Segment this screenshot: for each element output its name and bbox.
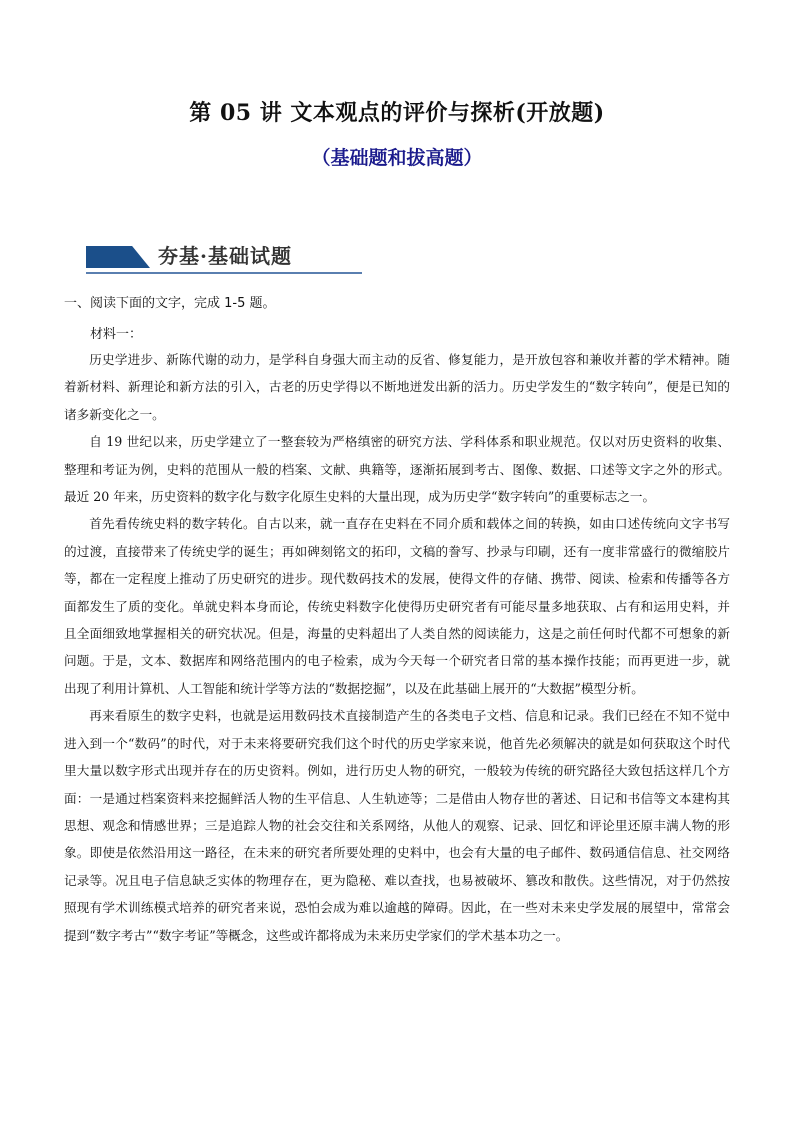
lesson-subtitle: （基础题和拔高题） <box>311 147 483 169</box>
lesson-title: 第 05 讲 文本观点的评价与探析(开放题) <box>189 100 605 126</box>
question-prompt: 一、阅读下面的文字，完成 1-5 题。 <box>64 296 276 311</box>
material-label: 材料一： <box>90 327 143 342</box>
banner-accent-shape <box>86 246 150 268</box>
material-body <box>64 346 730 949</box>
paragraph: 再来看原生的数字史料，也就是运用数码技术直接制造产生的各类电子文档、信息和记录。我们已经在不知不觉中进入到一个“数码”的时代，对于未来将要研究我们这个时代的历史学家来说，他首先必须解决的就是如何获取这个时代里大量以数字形式出现并存在的历史资料。例如，进行历史人物的研究，一般较为传统的研究路径大致包括这样几个方面：一是通过档案资料来挖掘鲜活人物的生平信息、人生轨迹等；二是借由人物存世的著述、日记和书信等文本建构其思想、观念和情感世界；三是追踪人物的社会交往和关系网络，从他人的观察、记录、回忆和评论里还原丰满人物的形象。即使是依然沿用这一路径，在未来的研究者所要处理的史料中，也会有大量的电子邮件、数码通信信息、社交网络记录等。况且电子信息缺乏实体的物理存在，更为隐秘、难以查找，也易被破坏、篡改和散佚。这些情况，对于仍然按照现有学术训练模式培养的研究者来说，恐怕会成为难以逾越的障碍。因此，在一些对未来史学发展的展望中，常常会提到“数字考古”“数字考证”等概念，这些或许都将成为未来历史学家们的学术基本功之一。 <box>64 708 730 943</box>
paragraph: 首先看传统史料的数字转化。自古以来，就一直存在史料在不同介质和载体之间的转换，如由口述传统向文字书写的过渡，直接带来了传统史学的诞生；再如碑刻铭文的拓印，文稿的誊写、抄录与印刷，还有一度非常盛行的微缩胶片等，都在一定程度上推动了历史研究的进步。现代数码技术的发展，使得文件的存储、携带、阅读、检索和传播等各方面都发生了质的变化。单就史料本身而论，传统史料数字化使得历史研究者有可能尽量多地获取、占有和运用史料，并且全面细致地掌握相关的研究状况。但是，海量的史料超出了人类自然的阅读能力，这是之前任何时代都不可想象的新问题。于是，文本、数据库和网络范围内的电子检索，成为今天每一个研究者日常的基本操作技能；而再更进一步，就出现了利用计算机、人工智能和统计学等方法的“数据挖掘”，以及在此基础上展开的“大数据”模型分析。 <box>64 516 730 696</box>
section-banner <box>86 240 362 276</box>
banner-label: 夯基·基础试题 <box>158 244 292 268</box>
paragraph: 历史学进步、新陈代谢的动力，是学科自身强大而主动的反省、修复能力，是开放包容和兼收并蓄的学术精神。随着新材料、新理论和新方法的引入，古老的历史学得以不断地迸发出新的活力。历史学发生的“数字转向”，便是已知的诸多新变化之一。 <box>64 352 730 422</box>
paragraph: 自 19 世纪以来，历史学建立了一整套较为严格缜密的研究方法、学科体系和职业规范。仅以对历史资料的收集、整理和考证为例，史料的范围从一般的档案、文献、典籍等，逐渐拓展到考古、图像、数据、口述等文字之外的形式。最近 20 年来，历史资料的数字化与数字化原生史料的大量出现，成为历史学“数字转向”的重要标志之一。 <box>64 434 730 505</box>
banner-underline <box>86 272 362 274</box>
